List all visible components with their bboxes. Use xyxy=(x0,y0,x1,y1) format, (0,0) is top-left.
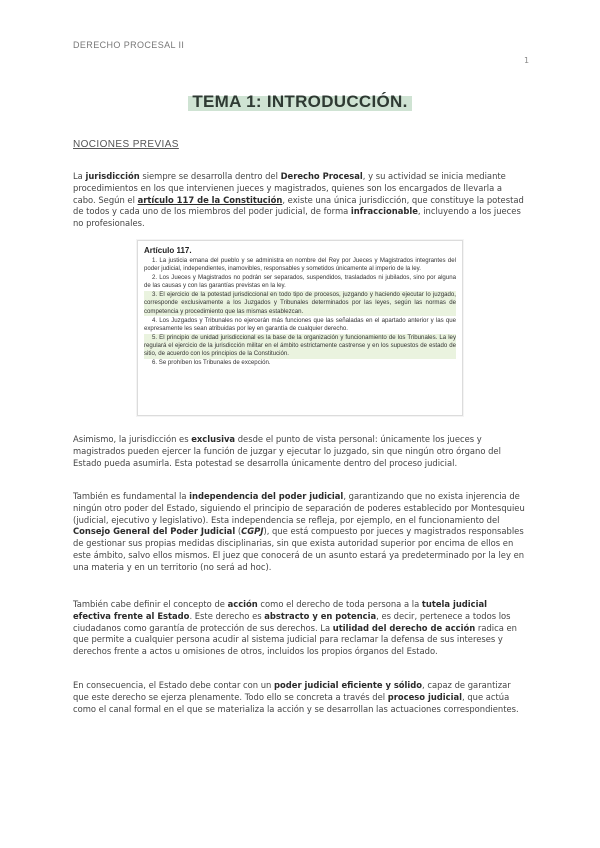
title-container xyxy=(0,92,600,112)
article-item: 2. Los Jueces y Magistrados no podrán ser separados, suspendidos, trasladados ni jubilados, sino por alguna de las causas y con las garantías previstas en la ley. xyxy=(144,274,456,290)
running-header: DERECHO PROCESAL II xyxy=(73,40,185,50)
page-number: 1 xyxy=(524,56,530,65)
article-item: 4. Los Juzgados y Tribunales no ejercerán más funciones que las señaladas en el apartado anterior y las que expresamente les sean atribuidas por ley en garantía de cualquier derecho. xyxy=(144,316,456,332)
paragraph-jurisdiccion: La jurisdicción siempre se desarrolla dentro del Derecho Procesal, y su actividad se inicia mediante procedimientos en los que intervienen jueces y magistrados, quienes son los encargados de llevarla a cabo. Según el artículo 117 de la Constitución, existe una única jurisdicción, que constituye la potestad de todos y cada uno de los miembros del poder judicial, de forma infraccionable, incluyendo a los jueces no profesionales. xyxy=(73,171,524,229)
paragraph-accion: También cabe definir el concepto de acción como el derecho de toda persona a la tutela judicial efectiva frente al Estado. Este derecho es abstracto y en potencia, es decir, pertenece a todos los ciudadanos como garantía de protección de sus derechos. La utilidad del derecho de acción radica en que permite a cualquier persona acudir al sistema judicial para reclamar la defensa de sus intereses y derechos frente a actos u omisiones de otros, incluidos los propios órganos del Estado. xyxy=(73,599,517,657)
article-item: 5. El principio de unidad jurisdiccional es la base de la organización y funcionamiento de los Tribunales. La ley regulará el ejercicio de la jurisdicción militar en el ámbito estrictamente castrense y en los supuestos de estado de sitio, de acuerdo con los principios de la Constitución. xyxy=(144,333,456,358)
paragraph-consecuencia: En consecuencia, el Estado debe contar con un poder judicial eficiente y sólido, capaz de garantizar que este derecho se ejerza plenamente. Todo ello se concreta a través del proceso judicial, que actúa como el canal formal en el que se materializa la acción y se desarrollan las actuaciones correspondientes. xyxy=(73,680,519,714)
article-item: 1. La justicia emana del pueblo y se administra en nombre del Rey por Jueces y Magistrados integrantes del poder judicial, independientes, inamovibles, responsables y sometidos únicamente al imperio de la ley. xyxy=(144,257,456,273)
paragraph-independencia: También es fundamental la independencia del poder judicial, garantizando que no exista injerencia de ningún otro poder del Estado, siguiendo el principio de separación de poderes establecido por Montesquieu (judicial, ejecutivo y legislativo). Esta independencia se refleja, por ejemplo, en el funcionamiento del Consejo General del Poder Judicial (CGPJ), que está compuesto por jueces y magistrados responsables de gestionar sus propias medidas disciplinarias, sin que exista autoridad superior por encima de ellos en este ámbito, salvo ellos mismos. El juez que conocerá de un asunto estará ya predeterminado por la ley en una materia y en un territorio (no será ad hoc). xyxy=(73,491,525,572)
article-117-excerpt xyxy=(137,240,463,416)
constitution-article-link: artículo 117 de la Constitución xyxy=(137,194,283,205)
article-item: 3. El ejercicio de la potestad jurisdiccional en todo tipo de procesos, juzgando y haciendo ejecutar lo juzgado, corresponde exclusivamente a los Juzgados y Tribunales determinados por las leyes, según las normas de competencia y procedimiento que las mismas establezcan. xyxy=(144,291,456,315)
article-item: 6. Se prohíben los Tribunales de excepción. xyxy=(152,359,271,367)
section-heading: NOCIONES PREVIAS xyxy=(73,139,179,150)
paragraph-exclusividad: Asimismo, la jurisdicción es exclusiva desde el punto de vista personal: únicamente los jueces y magistrados pueden ejercer la función de juzgar y ejecutar lo juzgado, sin que ningún otro órgano del Estado pueda asumirla. Esta potestad se desarrolla únicamente dentro del proceso judicial. xyxy=(73,434,501,468)
page-title: TEMA 1: INTRODUCCIÓN. xyxy=(188,92,411,112)
article-title: Artículo 117. xyxy=(144,246,192,255)
